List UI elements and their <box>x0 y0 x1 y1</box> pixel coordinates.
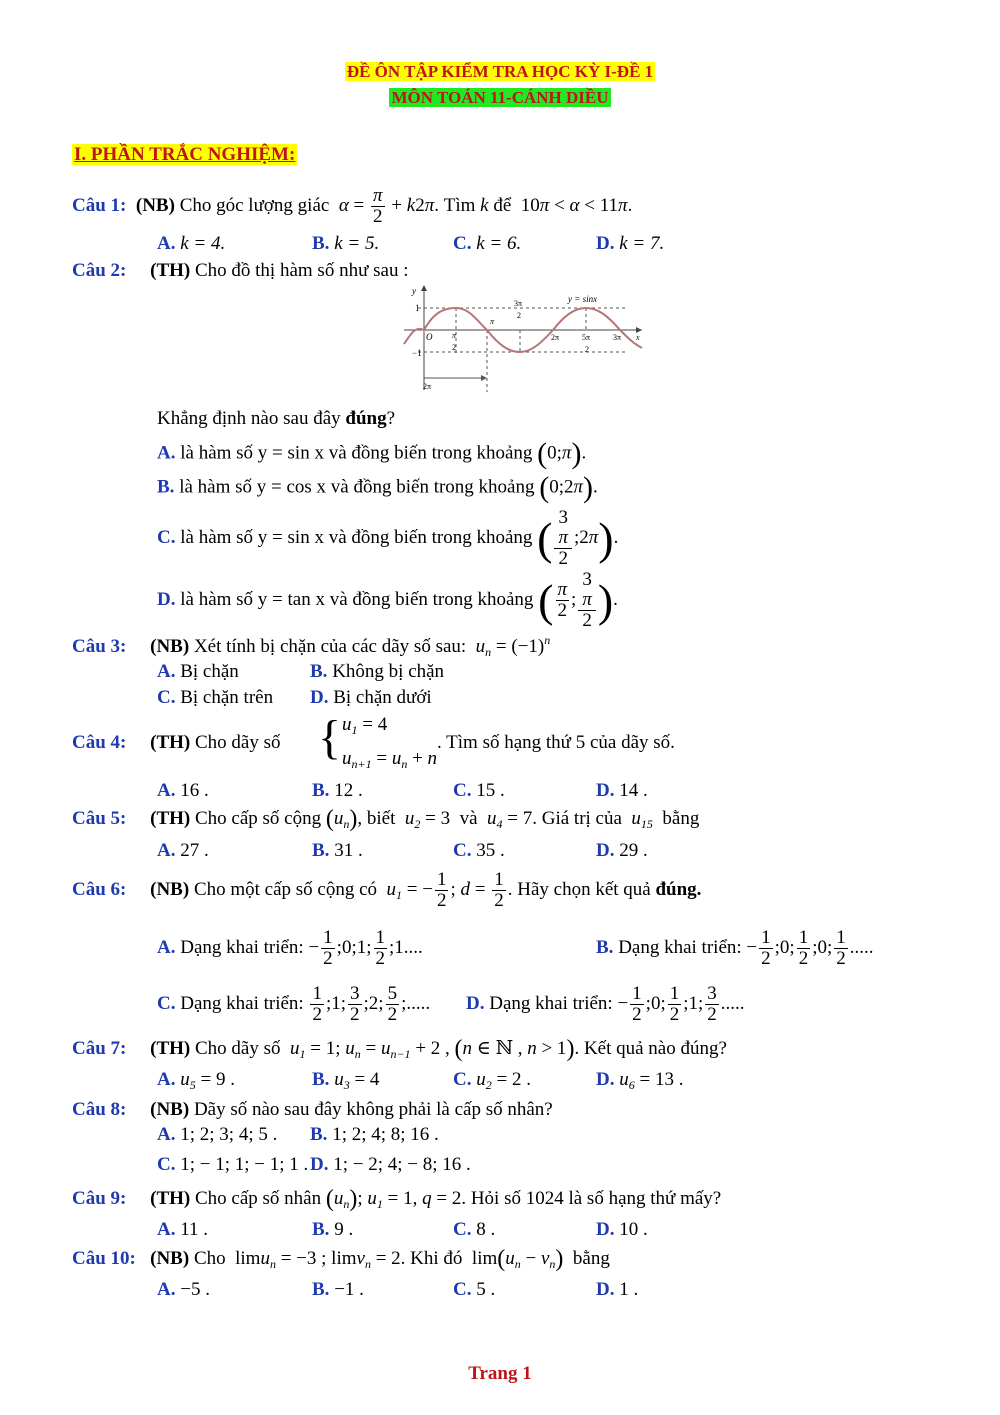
q10-option-c[interactable]: C. 5 . <box>453 1279 496 1300</box>
question-9: Câu 9: (TH) Cho cấp số nhân $(u_n)$; $u_1 = 1$, q = 2. Hỏi số 1024 là số hạng thứ mấy? <box>72 1186 722 1212</box>
svg-text:3π: 3π <box>514 299 523 308</box>
q2-option-d[interactable]: D. là hàm số y = tan x và đồng biến trong khoảng ( $\frac{\pi}{2}$ ; 3 π 2 ). <box>157 569 618 631</box>
q1-option-d[interactable]: D. k = 7. <box>596 233 665 254</box>
svg-text:5π: 5π <box>582 333 591 342</box>
q5-option-c[interactable]: C. 35 . <box>453 840 505 861</box>
svg-text:−1: −1 <box>412 348 422 358</box>
q4-option-c[interactable]: C. 15 . <box>453 780 505 801</box>
q3-option-d[interactable]: D. Bị chặn dưới <box>310 687 432 708</box>
svg-text:2π: 2π <box>423 382 432 391</box>
q8-option-a[interactable]: A. 1; 2; 3; 4; 5 . <box>157 1124 278 1145</box>
svg-text:O: O <box>426 332 433 342</box>
svg-text:2: 2 <box>452 343 456 352</box>
q6-option-a[interactable]: A. Dạng khai triển: − $\frac{1}{2}$ ;0;1; $\frac{1}{2}$ ;1.... <box>157 927 423 969</box>
system-brace: { <box>318 711 342 764</box>
question-1: Câu 1: (NB) Cho góc lượng giác α = $\frac{\pi}{2}$ + k2π. Tìm k để 10π < α < 11π. <box>72 185 633 227</box>
q9-option-b[interactable]: B. 9 . <box>312 1219 354 1240</box>
q4-system-line2: $u_{n+1} = u_n + n$ <box>342 748 438 771</box>
q2-option-c[interactable]: C. là hàm số y = sin x và đồng biến trong khoảng ( 3 π 2 ;2π). <box>157 507 619 569</box>
q4-option-a[interactable]: A. 16 . <box>157 780 209 801</box>
q1-option-a[interactable]: A. k = 4. <box>157 233 226 254</box>
svg-text:3π: 3π <box>613 333 622 342</box>
q5-option-b[interactable]: B. 31 . <box>312 840 363 861</box>
q10-option-d[interactable]: D. 1 . <box>596 1279 639 1300</box>
q7-option-b[interactable]: B. $u_3 = 4$ <box>312 1069 380 1092</box>
q8-option-c[interactable]: C. 1; − 1; 1; − 1; 1 . <box>157 1154 309 1175</box>
q7-option-d[interactable]: D. $u_6 = 13$ . <box>596 1069 684 1092</box>
q9-option-a[interactable]: A. 11 . <box>157 1219 209 1240</box>
q6-option-d[interactable]: D. Dạng khai triển: − $\frac{1}{2}$ ;0; $\frac{1}{2}$ ;1; $\frac{3}{2}$ ..... <box>466 983 745 1025</box>
q6-option-b[interactable]: B. Dạng khai triển: − $\frac{1}{2}$ ;0; $\frac{1}{2}$ ;0; $\frac{1}{2}$ ..... <box>596 927 874 969</box>
svg-text:2: 2 <box>585 345 589 354</box>
question-4: Câu 4: (TH) Cho dãy số <box>72 732 281 753</box>
q9-option-c[interactable]: C. 8 . <box>453 1219 496 1240</box>
graph-label: y = sinx <box>568 294 598 304</box>
question-3: Câu 3: (NB) Xét tính bị chặn của các dãy số sau: $u_n = (-1)^n$ <box>72 633 551 659</box>
q2-prompt: Khẳng định nào sau đây đúng? <box>157 408 396 429</box>
sine-graph <box>398 282 648 397</box>
exam-title: ĐỀ ÔN TẬP KIỂM TRA HỌC KỲ I-ĐỀ 1 <box>346 62 654 81</box>
section-title: I. PHẦN TRẮC NGHIỆM: <box>74 144 296 165</box>
question-6: Câu 6: (NB) Cho một cấp số cộng có $u_1$ = − $\frac{1}{2}$ ; d = $\frac{1}{2}$ . Hãy chọn kết quả đúng. <box>72 869 702 911</box>
q1-option-c[interactable]: C. k = 6. <box>453 233 522 254</box>
q4-system-line1: $u_1 = 4$ <box>342 714 388 737</box>
q3-option-a[interactable]: A. Bị chặn <box>157 661 239 682</box>
q10-option-a[interactable]: A. −5 . <box>157 1279 210 1300</box>
q3-option-c[interactable]: C. Bị chặn trên <box>157 687 274 708</box>
q5-option-a[interactable]: A. 27 . <box>157 840 209 861</box>
question-10: Câu 10: (NB) Cho limu$_n$ = −3 ; limv$_n$ = 2. Khi đó $\lim(u_n - v_n)$ bằng <box>72 1246 610 1272</box>
exam-subtitle: MÔN TOÁN 11-CÁNH DIỀU <box>391 88 609 107</box>
svg-text:2: 2 <box>517 311 521 320</box>
page-number: Trang 1 <box>468 1363 532 1384</box>
q2-option-a[interactable]: A. là hàm số y = sin x và đồng biến trong khoảng (0;π). <box>157 437 587 470</box>
q6-option-c[interactable]: C. Dạng khai triển: $\frac{1}{2}$ ;1; $\frac{3}{2}$ ;2; $\frac{5}{2}$ ;..... <box>157 983 431 1025</box>
svg-text:1: 1 <box>415 303 420 313</box>
q8-option-d[interactable]: D. 1; − 2; 4; − 8; 16 . <box>310 1154 471 1175</box>
q8-option-b[interactable]: B. 1; 2; 4; 8; 16 . <box>310 1124 439 1145</box>
question-5: Câu 5: (TH) Cho cấp số cộng $(u_n)$, biết $u_2 = 3$ và $u_4 = 7$. Giá trị của $u_{15}$ bằng <box>72 806 700 832</box>
q9-option-d[interactable]: D. 10 . <box>596 1219 648 1240</box>
q7-option-c[interactable]: C. $u_2 = 2$ . <box>453 1069 531 1092</box>
svg-text:π: π <box>452 331 457 340</box>
svg-text:x: x <box>636 333 640 342</box>
question-7: Câu 7: (TH) Cho dãy số $u_1 = 1$; $u_n = u_{n-1} + 2$ , (n ∈ ℕ , n > 1). Kết quả nào đúng? <box>72 1036 727 1062</box>
svg-text:2π: 2π <box>551 333 560 342</box>
q1-option-b[interactable]: B. k = 5. <box>312 233 380 254</box>
q7-option-a[interactable]: A. $u_5 = 9$ . <box>157 1069 235 1092</box>
q4-option-b[interactable]: B. 12 . <box>312 780 363 801</box>
q10-option-b[interactable]: B. −1 . <box>312 1279 364 1300</box>
q5-option-d[interactable]: D. 29 . <box>596 840 648 861</box>
q4-text2: . Tìm số hạng thứ 5 của dãy số. <box>437 732 675 753</box>
q2-option-b[interactable]: B. là hàm số y = cos x và đồng biến trong khoảng (0;2π). <box>157 471 598 504</box>
q3-option-b[interactable]: B. Không bị chặn <box>310 661 445 682</box>
question-8: Câu 8: (NB) Dãy số nào sau đây không phải là cấp số nhân? <box>72 1099 553 1120</box>
svg-text:π: π <box>490 317 495 326</box>
q4-option-d[interactable]: D. 14 . <box>596 780 648 801</box>
question-2: Câu 2: (TH) Cho đồ thị hàm số như sau : <box>72 260 409 281</box>
svg-text:y: y <box>412 286 416 296</box>
